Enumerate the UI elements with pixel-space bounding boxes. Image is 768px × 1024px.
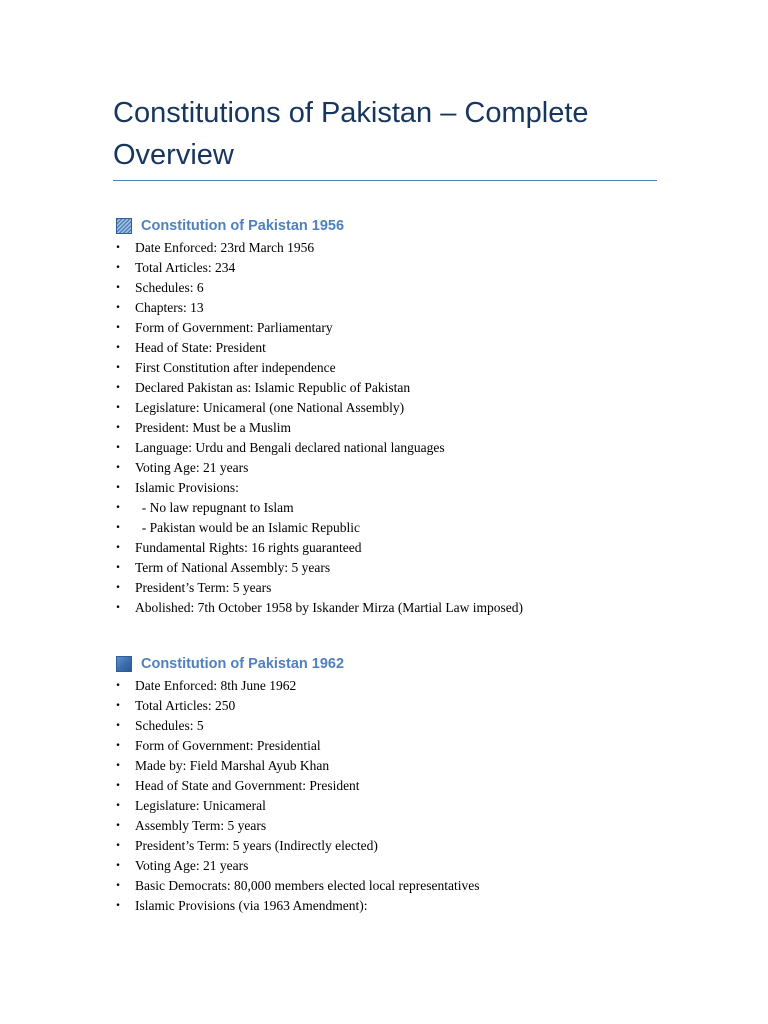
list-item [113, 676, 673, 696]
list-item [113, 458, 673, 478]
list-item-text: Islamic Provisions: [135, 480, 239, 495]
list-item [113, 598, 673, 618]
bullet-icon: • [115, 583, 121, 593]
list-item [113, 558, 673, 578]
list-item [113, 776, 673, 796]
bullet-icon: • [115, 563, 121, 573]
list-item [113, 278, 673, 298]
list-item [113, 398, 673, 418]
list-item-text: Total Articles: 234 [135, 260, 236, 275]
bullet-icon: • [115, 901, 121, 911]
list-item-text: Voting Age: 21 years [135, 858, 249, 873]
list-item-text: Declared Pakistan as: Islamic Republic of Pakistan [135, 380, 411, 395]
list-item [113, 736, 673, 756]
list-item [113, 716, 673, 736]
bullet-icon: • [115, 503, 121, 513]
bullet-list [113, 676, 673, 916]
list-item [113, 896, 673, 916]
bullet-icon: • [115, 383, 121, 393]
list-item-text: Total Articles: 250 [135, 698, 236, 713]
bullet-icon: • [115, 463, 121, 473]
section-heading-text: Constitution of Pakistan 1956 [141, 218, 345, 234]
list-item [113, 358, 673, 378]
list-item [113, 836, 673, 856]
list-item-text: Form of Government: Presidential [135, 738, 321, 753]
list-item-text: Head of State and Government: President [135, 778, 360, 793]
bullet-icon: • [115, 443, 121, 453]
list-item [113, 756, 673, 776]
list-item [113, 258, 673, 278]
list-item [113, 856, 673, 876]
bullet-icon: • [115, 701, 121, 711]
bullet-icon: • [115, 881, 121, 891]
list-item [113, 538, 673, 558]
list-item [113, 418, 673, 438]
section-heading [113, 215, 673, 237]
section-constitution-1956 [113, 215, 673, 618]
list-item-text: Made by: Field Marshal Ayub Khan [135, 758, 330, 773]
bullet-icon: • [115, 243, 121, 253]
list-item [113, 578, 673, 598]
list-item [113, 298, 673, 318]
list-item [113, 498, 673, 518]
list-item [113, 816, 673, 836]
list-item-text: Date Enforced: 8th June 1962 [135, 678, 297, 693]
list-item-text: President’s Term: 5 years (Indirectly elected) [135, 838, 378, 853]
bullet-icon: • [115, 343, 121, 353]
list-item-text: Legislature: Unicameral [135, 798, 266, 813]
list-item [113, 478, 673, 498]
list-item [113, 238, 673, 258]
list-item-text: Form of Government: Parliamentary [135, 320, 333, 335]
bullet-icon: • [115, 323, 121, 333]
bullet-icon: • [115, 263, 121, 273]
document-title: Constitutions of Pakistan – Complete Overview [113, 97, 589, 171]
bullet-icon: • [115, 741, 121, 751]
bullet-icon: • [115, 403, 121, 413]
bullet-icon: • [115, 801, 121, 811]
list-item [113, 438, 673, 458]
list-item-text: Legislature: Unicameral (one National Assembly) [135, 400, 405, 415]
bullet-icon: • [115, 861, 121, 871]
bullet-icon: • [115, 681, 121, 691]
list-item-text: Chapters: 13 [135, 300, 204, 315]
list-item-text: President: Must be a Muslim [135, 420, 291, 435]
bullet-icon: • [115, 483, 121, 493]
section-constitution-1962 [113, 653, 673, 916]
section-heading-text: Constitution of Pakistan 1962 [141, 656, 345, 672]
list-item-text: President’s Term: 5 years [135, 580, 272, 595]
list-item [113, 518, 673, 538]
bullet-icon: • [115, 781, 121, 791]
list-item-text: Assembly Term: 5 years [135, 818, 267, 833]
bullet-icon: • [115, 721, 121, 731]
section-heading [113, 653, 673, 675]
title-underline [113, 180, 657, 181]
bullet-icon: • [115, 761, 121, 771]
bullet-list [113, 238, 673, 618]
solid-square-icon [116, 656, 132, 672]
list-item [113, 796, 673, 816]
list-item [113, 318, 673, 338]
list-item [113, 696, 673, 716]
bullet-icon: • [115, 283, 121, 293]
list-item [113, 876, 673, 896]
list-item [113, 378, 673, 398]
bullet-icon: • [115, 303, 121, 313]
list-item-text: Fundamental Rights: 16 rights guaranteed [135, 540, 362, 555]
list-item-text: Voting Age: 21 years [135, 460, 249, 475]
list-item [113, 338, 673, 358]
list-item-text: Schedules: 6 [135, 280, 204, 295]
bullet-icon: • [115, 821, 121, 831]
bullet-icon: • [115, 523, 121, 533]
list-item-text: Term of National Assembly: 5 years [135, 560, 331, 575]
list-item-text: Head of State: President [135, 340, 266, 355]
hatched-square-icon [116, 218, 132, 234]
list-item-text: Language: Urdu and Bengali declared national languages [135, 440, 445, 455]
list-item-text: Date Enforced: 23rd March 1956 [135, 240, 315, 255]
bullet-icon: • [115, 543, 121, 553]
bullet-icon: • [115, 423, 121, 433]
list-item-text: - No law repugnant to Islam [135, 500, 294, 515]
bullet-icon: • [115, 603, 121, 613]
list-item-text: Schedules: 5 [135, 718, 204, 733]
list-item-text: Abolished: 7th October 1958 by Iskander Mirza (Martial Law imposed) [135, 600, 524, 615]
list-item-text: First Constitution after independence [135, 360, 336, 375]
list-item-text: Basic Democrats: 80,000 members elected local representatives [135, 878, 480, 893]
list-item-text: Islamic Provisions (via 1963 Amendment): [135, 898, 368, 913]
bullet-icon: • [115, 363, 121, 373]
bullet-icon: • [115, 841, 121, 851]
list-item-text: - Pakistan would be an Islamic Republic [135, 520, 360, 535]
